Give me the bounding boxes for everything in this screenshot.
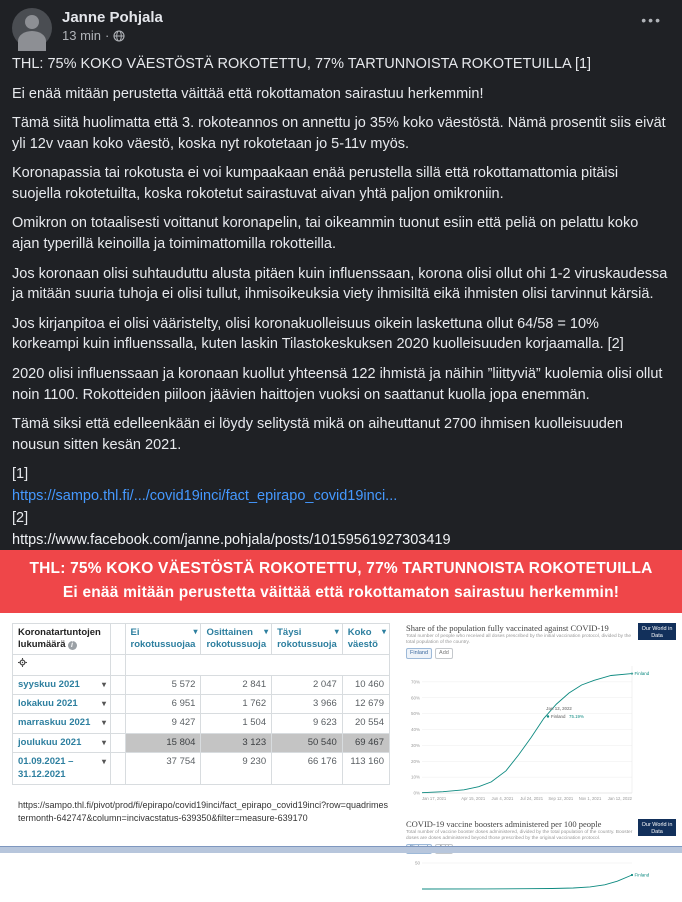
post-time[interactable]: 13 min (62, 28, 102, 43)
author-name[interactable]: Janne Pohjala (62, 9, 163, 26)
svg-text:Jul 24, 2021: Jul 24, 2021 (520, 795, 544, 801)
chevron-down-icon: ▾ (381, 627, 386, 637)
post-paragraph: THL: 75% KOKO VÄESTÖSTÄ ROKOTETTU, 77% TARTUNNOISTA ROKOTETUILLA [1] (12, 56, 592, 72)
table-cell: 20 554 (342, 714, 389, 733)
facebook-post-link[interactable]: https://www.facebook.com/janne.pohjala/posts/10159561927303419 (12, 531, 451, 548)
svg-text:Finland: Finland (634, 670, 650, 676)
table-cell: 1 504 (201, 714, 272, 733)
chevron-down-icon: ▾ (102, 699, 107, 709)
svg-text:Finland: Finland (551, 713, 566, 719)
svg-text:20%: 20% (410, 758, 420, 764)
table-cell: 113 160 (342, 753, 389, 785)
table-cell: 50 540 (272, 733, 343, 752)
table-cell: 2 841 (201, 675, 272, 694)
post-paragraph: Jos koronaan olisi suhtauduttu alusta pitäen kuin influenssaan, korona olisi ollut ohi 1-2 viruskaudessa ja mitään suuria tuhoja ei olisi tullut, ihmisoikeuksia viety ihmisiltä eikä ihmisten olisi tarvinnut kärsiä. (12, 265, 668, 303)
table-header-row (13, 624, 390, 655)
ref-1-label: [1] (12, 466, 29, 483)
post-paragraph: Tämä siitä huolimatta että 3. rokoteannos on annettu jo 35% koko väestöstä. Nämä prosentit siis eivät yli 12v vaan koko väestö, koska nyt rokotetaan jo 5-11v myös. (12, 115, 666, 152)
add-country-button[interactable]: Add (435, 648, 453, 659)
avatar-silhouette (25, 15, 39, 29)
post-references (0, 464, 682, 551)
row-label[interactable]: joulukuu 2021 ▾ (13, 733, 111, 752)
column-header-0[interactable]: Ei rokotussuojaa ▾ (125, 624, 201, 655)
table-cell: 5 572 (125, 675, 201, 694)
table-cell: 6 951 (125, 695, 201, 714)
image-banner (0, 550, 682, 613)
table-cell: 2 047 (272, 675, 343, 694)
banner-line-2: Ei enää mitään perustetta väittää että rokottamaton sairastuu herkemmin! (62, 584, 620, 602)
table-cell: 3 123 (201, 733, 272, 752)
column-header-1[interactable]: Osittainen rokotussuoja ▾ (201, 624, 272, 655)
chart2-plot (404, 855, 662, 893)
post-text (0, 52, 682, 455)
thl-pivot-table (12, 623, 390, 785)
svg-text:40%: 40% (410, 726, 420, 732)
post-paragraph: Tämä siksi että edelleenkään ei löydy selitystä mikä on aiheuttanut 2700 ihmisen kuolleisuuden nousun sitten kesän 2021. (12, 416, 623, 453)
svg-text:Sep 12, 2021: Sep 12, 2021 (548, 795, 574, 801)
table-cell: 9 623 (272, 714, 343, 733)
chart1-plot (404, 660, 662, 810)
table-cell: 9 230 (201, 753, 272, 785)
chart1-title: Share of the population fully vaccinated against COVID-19 (406, 623, 609, 634)
table-row (13, 714, 390, 733)
thl-source-link[interactable]: https://sampo.thl.fi/.../covid19inci/fact_epirapo_covid19inci... (12, 488, 398, 504)
attached-image[interactable] (0, 550, 682, 878)
svg-text:Jan 17, 2021: Jan 17, 2021 (422, 795, 447, 801)
gear-icon[interactable] (18, 658, 27, 667)
svg-text:Finland: Finland (634, 872, 650, 878)
post-paragraph: Jos kirjanpitoa ei olisi vääristelty, olisi koronakuolleisuus oikein laskettuna ollut 64/58 = 10% korkeampi kuin influenssalla, kuten laskin Tilastokeskuksen 2020 kuolleisuuden korjaamalla. [2] (12, 315, 624, 353)
svg-text:Jan 12, 2022: Jan 12, 2022 (607, 795, 632, 801)
table-row (13, 733, 390, 752)
table-settings-row (13, 654, 390, 675)
table-cell: 15 804 (125, 733, 201, 752)
post-paragraph: Koronapassia tai rokotusta ei voi kumpaakaan enää perustella sillä että rokottamattomia pitäisi suojella rokotetuilta, koska rokotetut sairastuvat aivan yhtä paljon omikroniin. (12, 165, 619, 202)
table-cell: 37 754 (125, 753, 201, 785)
table-cell: 66 176 (272, 753, 343, 785)
row-label[interactable]: marraskuu 2021 ▾ (13, 714, 111, 733)
row-label[interactable]: syyskuu 2021 ▾ (13, 675, 111, 694)
chart2-title: COVID-19 vaccine boosters administered per 100 people (406, 818, 602, 829)
info-icon[interactable]: i (68, 641, 77, 650)
ref-2-label: [2] (12, 509, 29, 526)
table-corner-header: Koronatartuntojen lukumäärä i (13, 624, 111, 655)
column-header-2[interactable]: Täysi rokotussuoja ▾ (272, 624, 343, 655)
chevron-down-icon: ▾ (102, 757, 107, 767)
table-row (13, 675, 390, 694)
owid-logo: Our World in Data (638, 623, 676, 640)
row-label[interactable]: 01.09.2021 – 31.12.2021 ▾ (13, 753, 111, 785)
chevron-down-icon: ▾ (102, 679, 107, 689)
svg-text:30%: 30% (410, 742, 420, 748)
image-bottom-border (0, 846, 682, 853)
chart2-subtitle: Total number of vaccine booster doses administered, divided by the total population of the country. Booster doses are doses administered beyond those prescribed by the original vaccination protocol. (406, 829, 633, 841)
column-header-3[interactable]: Koko väestö ▾ (342, 624, 389, 655)
chevron-down-icon: ▾ (264, 627, 269, 637)
svg-text:0%: 0% (413, 790, 420, 796)
table-source-url: https://sampo.thl.fi/pivot/prod/fi/epirapo/covid19inci/fact_epirapo_covid19inci?row=quadrimestermonth-642747&column=incivacstatus-639350&filter=measure-639170 (18, 799, 388, 824)
chart-fully-vaccinated (404, 623, 678, 815)
chart-boosters (404, 819, 678, 899)
post-paragraph: Omikron on totaalisesti voittanut koronapelin, tai oikeammin tuonut esiin että peliä on pelattu koko ajan typerillä keinoilla ja toimimattomilla rokotteilla. (12, 215, 639, 253)
svg-text:70%: 70% (410, 679, 420, 685)
post-paragraph: Ei enää mitään perustetta väittää että rokottamaton sairastuu herkemmin! (12, 85, 484, 102)
svg-text:50%: 50% (410, 710, 420, 716)
chart1-subtitle: Total number of people who received all doses prescribed by the initial vaccination protocol, divided by the total population of the country. (406, 634, 632, 646)
table-cell: 9 427 (125, 714, 201, 733)
table-cell: 1 762 (201, 695, 272, 714)
svg-text:60%: 60% (410, 695, 420, 701)
svg-text:10%: 10% (410, 774, 420, 780)
chevron-down-icon: ▾ (193, 627, 198, 637)
table-cell: 3 966 (272, 695, 343, 714)
country-chip-finland[interactable]: Finland (406, 648, 432, 659)
table-row (13, 753, 390, 785)
avatar[interactable] (12, 8, 52, 48)
chevron-down-icon: ▾ (102, 718, 107, 728)
post-meta: 13 min · (62, 28, 635, 44)
table-cell: 12 679 (342, 695, 389, 714)
svg-text:Jan 12, 2022: Jan 12, 2022 (546, 705, 572, 711)
table-cell: 10 460 (342, 675, 389, 694)
svg-text:Jun 4, 2021: Jun 4, 2021 (491, 795, 514, 801)
svg-text:Apr 15, 2021: Apr 15, 2021 (461, 795, 486, 801)
globe-icon (113, 30, 125, 42)
banner-line-1: THL: 75% KOKO VÄESTÖSTÄ ROKOTETTU, 77% TARTUNNOISTA ROKOTETUILLA (29, 560, 653, 577)
owid-logo-2: Our World in Data (638, 819, 676, 836)
chevron-down-icon: ▾ (334, 627, 339, 637)
row-label[interactable]: lokakuu 2021 ▾ (13, 695, 111, 714)
post-options-button[interactable]: ••• (641, 12, 662, 28)
svg-text:75.19%: 75.19% (569, 713, 584, 719)
table-row (13, 695, 390, 714)
post-paragraph: 2020 olisi influenssaan ja koronaan kuollut yhteensä 122 ihmistä ja näihin ”liittyviä” kuolemia olisi ollut noin 1100. Rokotteiden piiloon jäävien haittojen vuoksi on saattanut kuolla jopa enemmän. (12, 365, 663, 403)
svg-text:Nov 1, 2021: Nov 1, 2021 (578, 795, 602, 801)
chevron-down-icon: ▾ (102, 737, 107, 747)
post-header (0, 0, 682, 52)
table-cell: 69 467 (342, 733, 389, 752)
svg-text:50: 50 (414, 860, 420, 866)
